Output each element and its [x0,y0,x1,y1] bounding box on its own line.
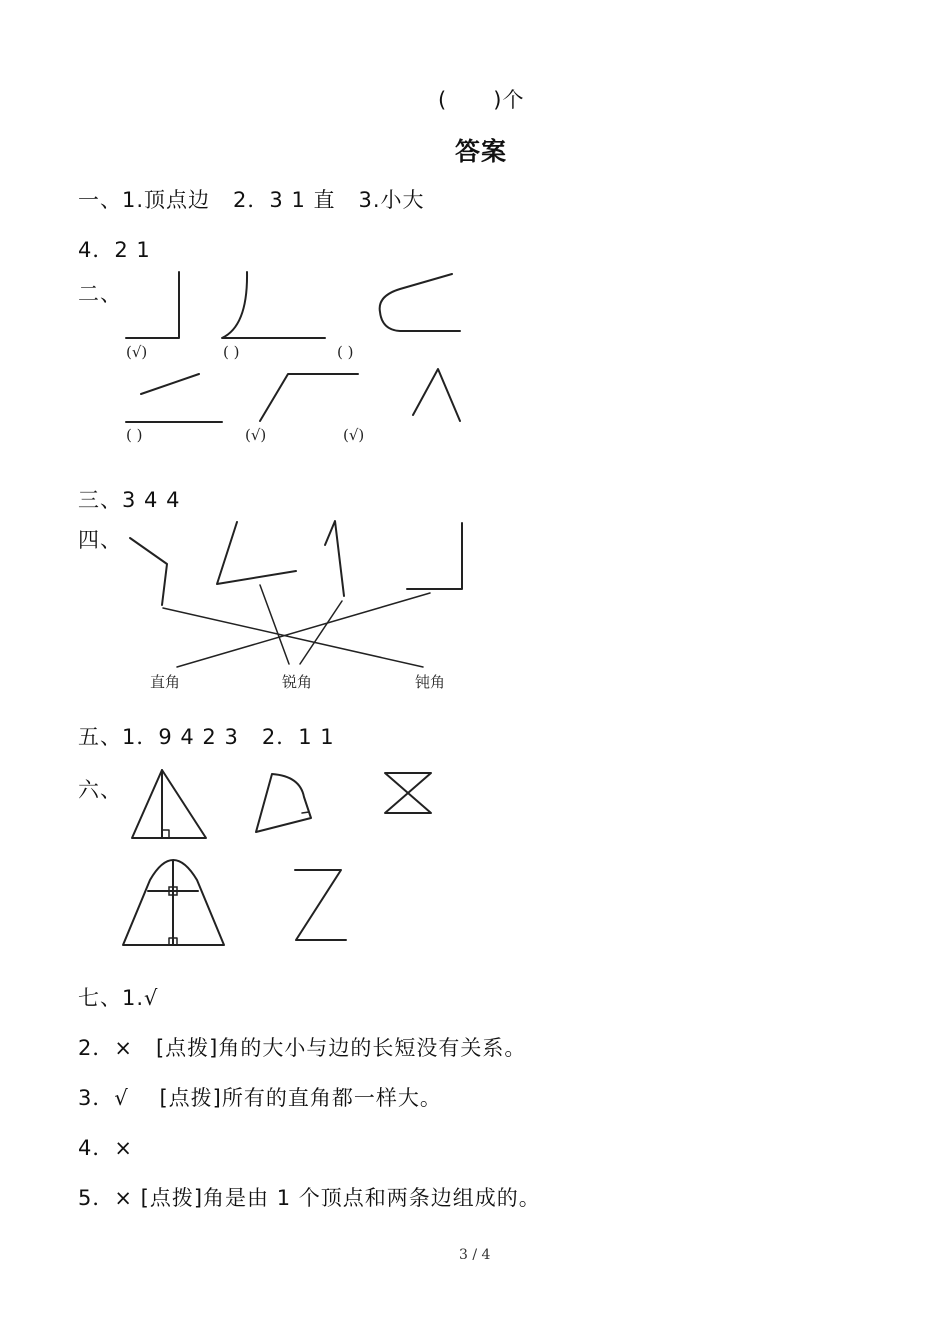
match-line-obtuse [163,608,423,667]
category-right-angle: 直角 [150,673,181,691]
section-4-figures [130,521,462,691]
mark-4: ( ) [126,426,143,444]
angle-acute-1 [217,522,296,584]
section-4-label: 四、 [78,528,122,552]
section-3-answer: 三、3 4 4 [78,488,181,512]
section-6-figures [123,770,431,945]
mark-1: (√) [126,343,148,361]
section-6-label: 六、 [78,778,122,802]
blank-count-line: ( )个 [438,88,525,112]
section-2-label: 二、 [78,282,122,306]
section-7-item-3: 3．√ [点拨]所有的直角都一样大。 [78,1086,442,1110]
section-2-figures [126,272,460,444]
triangle-with-height [132,770,206,838]
match-line-acute-2 [300,601,342,664]
z-shape [295,870,346,940]
category-acute-angle: 锐角 [282,673,313,691]
figure-curved-angle [222,272,325,338]
figure-acute-angle [413,369,460,421]
match-line-acute-1 [260,585,289,664]
mark-5: (√) [245,426,267,444]
angle-obtuse [130,538,167,605]
section-5-answer: 五、1．9 4 2 3 2．1 1 [78,725,335,749]
quarter-shape [256,774,311,832]
mark-3: ( ) [337,343,354,361]
mark-2: ( ) [223,343,240,361]
section-1-line-2: 4．2 1 [78,238,151,262]
section-7-item-2: 2．× [点拨]角的大小与边的长短没有关系。 [78,1036,527,1060]
figure-obtuse-angle [260,374,358,421]
figure-right-angle [126,272,179,338]
mark-6: (√) [343,426,365,444]
section-7-item-4: 4．× [78,1136,133,1160]
answer-title: 答案 [455,137,508,166]
hourglass-shape [385,773,431,813]
angle-right [407,523,462,589]
section-7-item-5: 5．× [点拨]角是由 1 个顶点和两条边组成的。 [78,1186,541,1210]
angle-acute-2 [325,521,344,596]
page-number: 3 / 4 [459,1247,491,1263]
section-7-item-1: 七、1.√ [78,986,159,1010]
right-angle-mark-1 [162,830,169,838]
category-obtuse-angle: 钝角 [415,673,446,691]
figure-rounded-angle [380,274,460,331]
figure-two-separate-lines-a [141,374,199,394]
match-line-right [177,593,430,667]
section-1-line-1: 一、1.顶点边 2．3 1 直 3.小大 [78,188,425,212]
